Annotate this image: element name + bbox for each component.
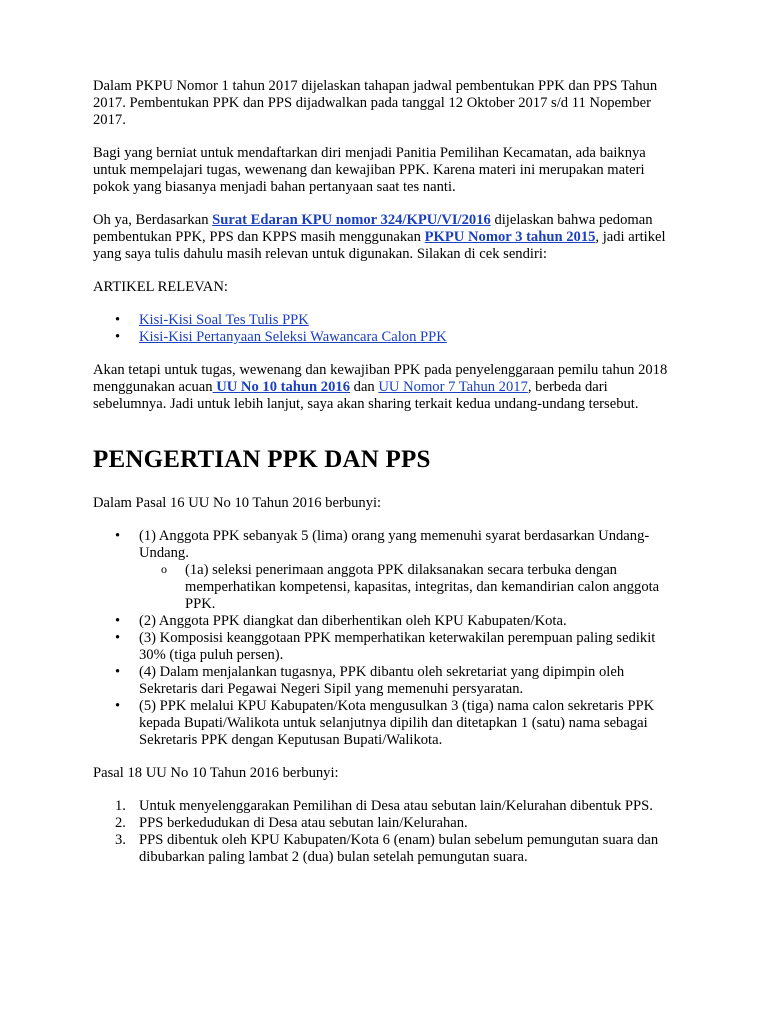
list-item <box>93 832 668 866</box>
pasal18-item-3-number: 3. <box>115 832 126 848</box>
uu-10-2016-link[interactable]: UU No 10 tahun 2016 <box>212 379 350 395</box>
p3-text-c: , jadi artikel yang saya tulis dahulu masih relevan untuk digunakan. Silakan di cek sendiri: <box>93 229 666 262</box>
list-item <box>93 528 668 613</box>
list-item <box>93 798 668 815</box>
surat-edaran-link[interactable]: Surat Edaran KPU nomor 324/KPU/VI/2016 <box>212 212 491 228</box>
list-item <box>93 815 668 832</box>
pasal18-intro: Pasal 18 UU No 10 Tahun 2016 berbunyi: <box>93 765 339 781</box>
pasal18-list <box>93 798 668 866</box>
intro-paragraph-4 <box>93 362 668 413</box>
p4-text-c: , berbeda dari sebelumnya. Jadi untuk lebih lanjut, saya akan sharing terkait kedua undang-undang tersebut. <box>93 379 639 412</box>
pasal16-sublist <box>139 562 668 613</box>
pasal16-item-5: • (5) PPK melalui KPU Kabupaten/Kota mengusulkan 3 (tiga) nama calon sekretaris PPK kepada Bupati/Walikota untuk selanjutnya dipilih dan ditetapkan 1 (satu) nama sebagai Sekretaris PPK dengan Keputusan Bupati/Walikota. <box>93 698 668 749</box>
section-heading: PENGERTIAN PPK DAN PPS <box>93 446 431 473</box>
p3-text-a: Oh ya, Berdasarkan <box>93 212 213 228</box>
pasal18-item-3-text: PPS dibentuk oleh KPU Kabupaten/Kota 6 (enam) bulan sebelum pemungutan suara dan dibubarkan paling lambat 2 (dua) bulan setelah pemungutan suara. <box>139 832 659 865</box>
pasal16-subitem-1a: o (1a) seleksi penerimaan anggota PPK dilaksanakan secara terbuka dengan memperhatikan kompetensi, kapasitas, integritas, dan kemandirian calon anggota PPK. <box>139 562 668 613</box>
pasal18-item-1-number: 1. <box>115 798 126 814</box>
pasal16-item-3: • (3) Komposisi keanggotaan PPK memperhatikan keterwakilan perempuan paling sedikit 30% (tiga puluh persen). <box>93 630 668 664</box>
list-item <box>93 312 668 329</box>
pasal16-list <box>93 528 668 749</box>
pasal16-item-4: • (4) Dalam menjalankan tugasnya, PPK dibantu oleh sekretariat yang dipimpin oleh Sekretaris dari Pegawai Negeri Sipil yang memenuhi persyaratan. <box>93 664 668 698</box>
intro-paragraph-1: Dalam PKPU Nomor 1 tahun 2017 dijelaskan tahapan jadwal pembentukan PPK dan PPS Tahun 2017. Pembentukan PPK dan PPS dijadwalkan pada tanggal 12 Oktober 2017 s/d 11 Nopember 2017. <box>93 78 658 128</box>
relevant-articles-heading: ARTIKEL RELEVAN: <box>93 279 228 295</box>
pasal18-item-2-number: 2. <box>115 815 126 831</box>
relevant-articles-list <box>93 312 668 346</box>
list-item <box>93 329 668 346</box>
intro-paragraph-3 <box>93 212 668 263</box>
relevant-link-kisi-tulis[interactable]: Kisi-Kisi Soal Tes Tulis PPK <box>139 312 309 328</box>
p4-text-a: Akan tetapi untuk tugas, wewenang dan kewajiban PPK pada penyelenggaraan pemilu tahun 2018 menggunakan acuan <box>93 362 668 395</box>
relevant-link-kisi-wawancara[interactable]: Kisi-Kisi Pertanyaan Seleksi Wawancara Calon PPK <box>139 329 447 345</box>
p3-text-b: dijelaskan bahwa pedoman pembentukan PPK, PPS dan KPPS masih menggunakan <box>93 212 653 245</box>
intro-paragraph-2: Bagi yang berniat untuk mendaftarkan diri menjadi Panitia Pemilihan Kecamatan, ada baiknya untuk mempelajari tugas, wewenang dan kewajiban PPK. Karena materi ini merupakan materi pokok yang biasanya menjadi bahan pertanyaan saat tes nanti. <box>93 145 646 195</box>
pasal16-intro: Dalam Pasal 16 UU No 10 Tahun 2016 berbunyi: <box>93 495 382 511</box>
pasal16-item-1: (1) Anggota PPK sebanyak 5 (lima) orang yang memenuhi syarat berdasarkan Undang-Undang. <box>139 528 650 561</box>
pkpu-link[interactable]: PKPU Nomor 3 tahun 2015 <box>424 229 596 245</box>
p4-text-b: dan <box>350 379 379 395</box>
pasal18-item-1-text: Untuk menyelenggarakan Pemilihan di Desa atau sebutan lain/Kelurahan dibentuk PPS. <box>139 798 653 814</box>
pasal16-item-2: • (2) Anggota PPK diangkat dan diberhentikan oleh KPU Kabupaten/Kota. <box>93 613 668 630</box>
pasal18-item-2-text: PPS berkedudukan di Desa atau sebutan lain/Kelurahan. <box>139 815 468 831</box>
uu-7-2017-link[interactable]: UU Nomor 7 Tahun 2017 <box>378 379 528 395</box>
